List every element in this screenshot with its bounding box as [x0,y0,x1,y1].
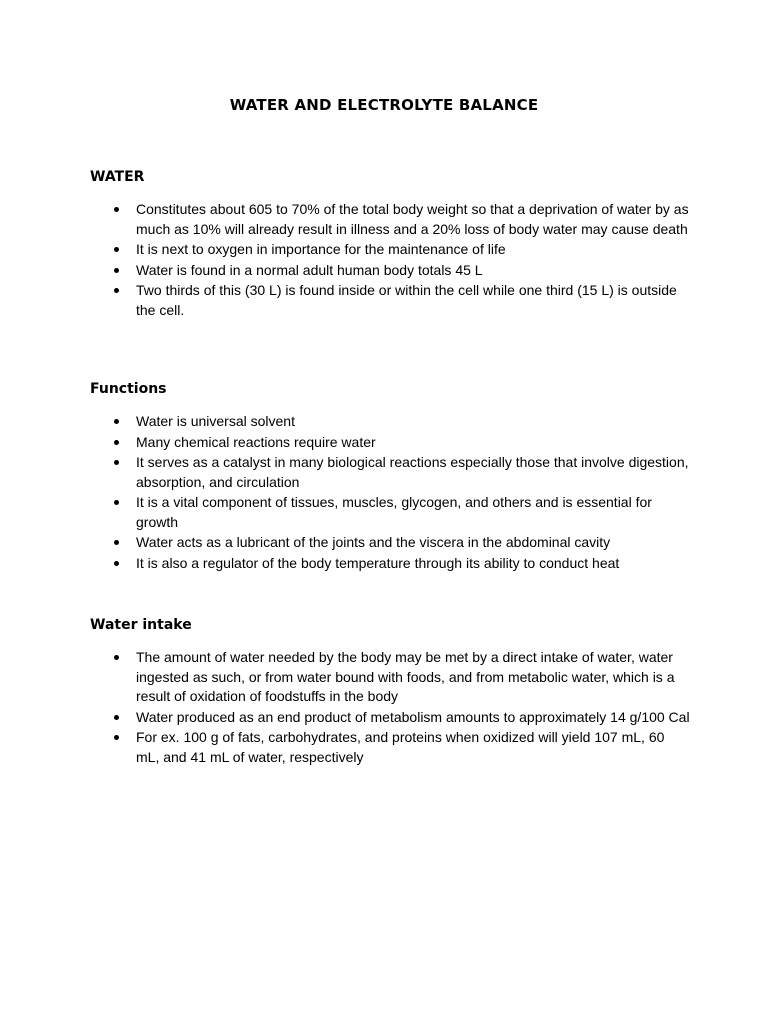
section-heading-functions: Functions [90,381,167,397]
list-item-text: Water is found in a normal adult human body totals 45 L [136,261,483,278]
list-item [90,554,690,574]
list-item-text: The amount of water needed by the body may be met by a direct intake of water, water ingested as such, or from water bound with foods, and from metabolic water, which is a result of oxidation of foodstuffs in the body [136,649,675,704]
bullet-icon [114,288,119,293]
list-item [90,708,690,728]
bullet-icon [114,655,119,660]
list-item-text: For ex. 100 g of fats, carbohydrates, and proteins when oxidized will yield 107 mL, 60 mL, and 41 mL of water, respectively [136,729,665,765]
list-item [90,200,690,239]
bullet-list-water [90,200,690,320]
list-item [90,728,690,767]
list-item-text: Water is universal solvent [136,413,295,429]
list-item [90,412,690,432]
bullet-icon [114,561,119,566]
bullet-icon [114,268,119,273]
list-item [90,240,690,260]
bullet-icon [114,715,119,720]
section-water-intake [90,616,690,768]
bullet-icon [114,207,119,212]
bullet-icon [114,540,119,545]
list-item-text: Water acts as a lubricant of the joints and the viscera in the abdominal cavity [136,534,611,550]
section-heading-water-intake: Water intake [90,617,192,633]
section-heading-water: WATER [90,169,145,185]
list-item [90,533,690,553]
list-item [90,493,690,532]
bullet-icon [114,247,119,252]
list-item-text: Water produced as an end product of metabolism amounts to approximately 14 g/100 Cal [136,708,690,725]
bullet-icon [114,440,119,445]
list-item [90,261,690,281]
list-item-text: Constitutes about 605 to 70% of the total body weight so that a deprivation of water by as much as 10% will already result in illness and a 20% loss of body water may cause death [136,201,689,237]
section-functions [90,380,690,574]
list-item [90,281,690,320]
bullet-list-water-intake [90,648,690,767]
list-item [90,453,690,492]
bullet-icon [114,735,119,740]
section-water [90,168,690,321]
list-item-text: It is a vital component of tissues, muscles, glycogen, and others and is essential for growth [136,494,652,530]
list-item-text: Two thirds of this (30 L) is found inside or within the cell while one third (15 L) is outside the cell. [136,282,677,318]
list-item-text: It is also a regulator of the body temperature through its ability to conduct heat [136,554,620,571]
bullet-icon [114,419,119,424]
page-title: WATER AND ELECTROLYTE BALANCE [229,96,539,114]
bullet-icon [114,500,119,505]
list-item-text: It serves as a catalyst in many biological reactions especially those that involve digestion, absorption, and circulation [136,454,689,490]
bullet-icon [114,460,119,465]
list-item-text: Many chemical reactions require water [136,433,376,450]
bullet-list-functions [90,412,690,573]
list-item-text: It is next to oxygen in importance for the maintenance of life [136,241,506,257]
list-item [90,648,690,707]
list-item [90,433,690,453]
